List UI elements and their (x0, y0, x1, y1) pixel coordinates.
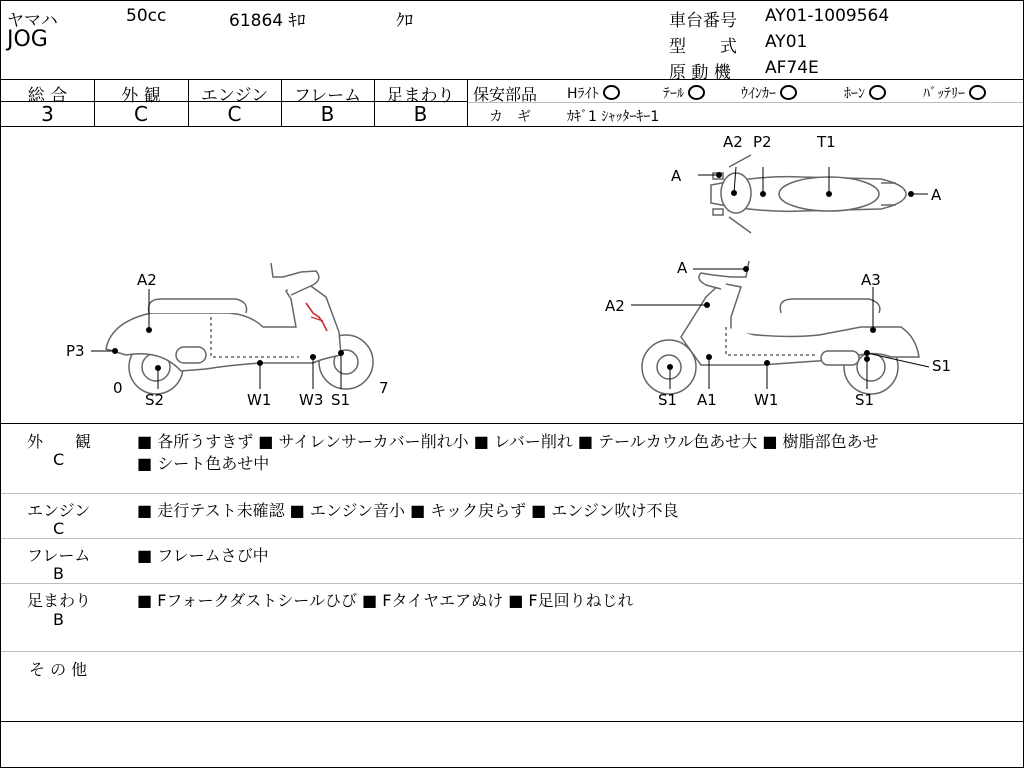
diagram-label: A2 (605, 297, 625, 315)
section-label: そ の 他 (29, 660, 88, 679)
section-grade: C (53, 450, 65, 469)
diagram-label: S2 (145, 391, 165, 409)
scooter-top-view (711, 155, 906, 233)
safety-item-battery: ﾊﾞｯﾃﾘｰ (923, 83, 986, 103)
engine-value: AF74E (765, 58, 819, 78)
displacement: 50cc (126, 6, 167, 26)
diagram-label: S1 (932, 357, 952, 375)
safety-item-tail: ﾃｰﾙ (663, 83, 705, 103)
type-value: AY01 (765, 32, 808, 52)
divider (1, 423, 1023, 424)
grade-value-total: 3 (41, 102, 54, 126)
grade-value-exterior: C (134, 102, 148, 126)
grade-label-engine: エンジン (200, 86, 269, 106)
divider (1, 651, 1023, 652)
divider (1, 493, 1023, 494)
safety-item-headlight: Hﾗｲﾄ (567, 83, 620, 103)
ok-circle-icon (969, 85, 986, 100)
section-label: フレーム (27, 546, 91, 565)
diagram-label: A1 (697, 391, 717, 409)
ok-circle-icon (780, 85, 797, 100)
diagram-label: A (931, 186, 942, 204)
grade-label-total: 総 合 (27, 86, 68, 106)
mileage: 61864 ｷﾛ (229, 11, 306, 31)
engine-label: 原 動 機 (669, 63, 731, 83)
diagram-label: W1 (754, 391, 779, 409)
section-grade: B (53, 564, 64, 583)
grade-value-engine: C (227, 102, 242, 126)
divider (1, 538, 1023, 539)
diagram-label: S1 (658, 391, 678, 409)
grade-label-exterior: 外 観 (121, 86, 161, 106)
model-name: JOG (7, 27, 48, 52)
diagram-label: A2 (137, 271, 157, 289)
section-grade: C (53, 519, 65, 538)
key-label: カ ギ (489, 109, 531, 125)
diagram-label: A2 (723, 133, 743, 151)
safety-item-winker: ｳｲﾝｶｰ (741, 83, 797, 103)
diagram-label: A (677, 259, 688, 277)
diagram-label: A (671, 167, 682, 185)
grade-value-suspension: B (413, 102, 428, 126)
section-line: ■ 各所うすきず ■ サイレンサーカバー削れ小 ■ レバー削れ ■ テールカウル色あせ大 ■ 樹脂部色あせ (137, 432, 879, 451)
diagram-label: T1 (817, 133, 836, 151)
safety-label: 保安部品 (473, 85, 538, 104)
section-line: ■ フレームさび中 (137, 546, 269, 565)
diagram-label: S1 (331, 391, 351, 409)
diagram-label: P2 (753, 133, 772, 151)
section-line: ■ Fフォークダストシールひび ■ Fタイヤエアぬけ ■ F足回りねじれ (137, 591, 634, 610)
type-label: 型 式 (669, 37, 737, 57)
diagram-label: S1 (855, 391, 875, 409)
divider (467, 79, 468, 126)
ok-circle-icon (688, 85, 705, 100)
diagram-label: 0 (113, 379, 123, 397)
diagram-label: P3 (66, 342, 85, 360)
section-grade: B (53, 610, 64, 629)
section-label: 足まわり (27, 591, 92, 610)
divider (1, 79, 1023, 80)
ok-circle-icon (603, 85, 620, 100)
scooter-damage-diagram (1, 127, 1023, 423)
section-label: 外 観 (27, 432, 92, 451)
safety-item-horn: ﾎｰﾝ (844, 83, 886, 103)
divider (1, 721, 1023, 722)
diagram-label: A3 (861, 271, 881, 289)
grade-label-suspension: 足まわり (386, 86, 455, 106)
grade-label-frame: フレーム (293, 86, 362, 106)
key-text: ｶｷﾞ1 ｼｬｯﾀｰｷｰ1 (567, 109, 660, 125)
section-line: ■ 走行テスト未確認 ■ エンジン音小 ■ キック戻らず ■ エンジン吹け不良 (137, 501, 679, 520)
frame-no: AY01-1009564 (765, 6, 890, 26)
diagram-label: W1 (247, 391, 272, 409)
grade-value-frame: B (320, 102, 335, 126)
diagram-label: 7 (379, 379, 389, 397)
section-label: エンジン (27, 501, 91, 520)
divider (1, 583, 1023, 584)
diagram-label: W3 (299, 391, 324, 409)
ok-circle-icon (869, 85, 886, 100)
maker: ヤマハ (7, 11, 58, 31)
frame-no-label: 車台番号 (669, 11, 737, 31)
color: ｸﾛ (396, 11, 413, 31)
section-line: ■ シート色あせ中 (137, 454, 270, 473)
